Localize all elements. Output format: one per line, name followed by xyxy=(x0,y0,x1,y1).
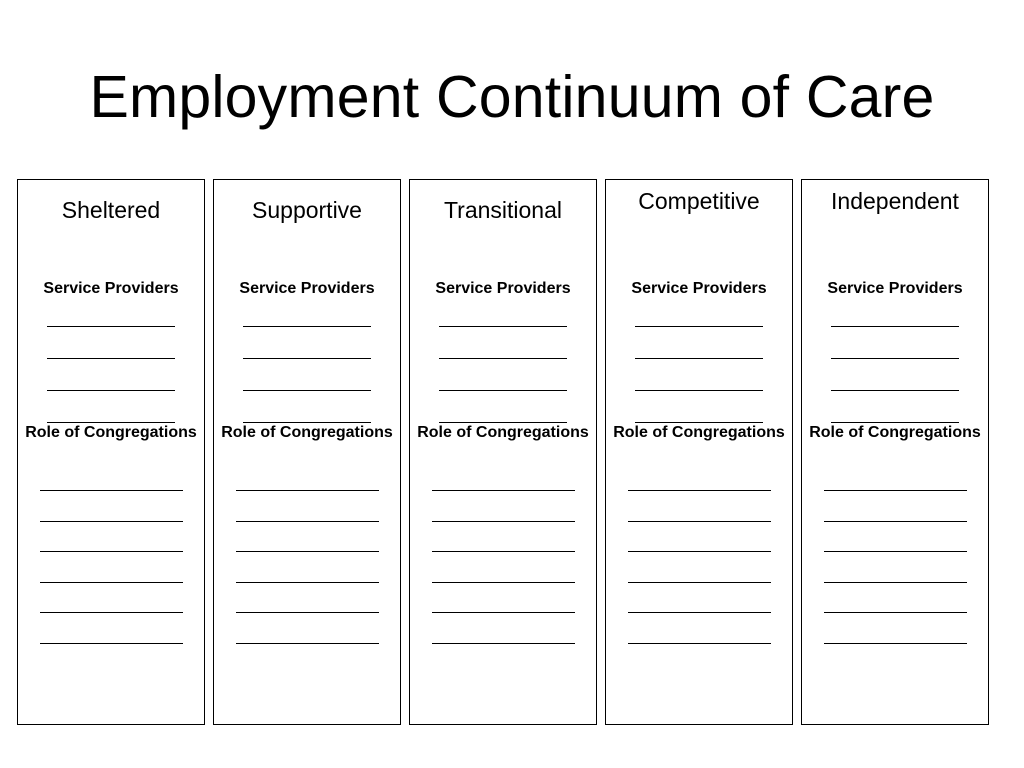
blank-line xyxy=(824,552,967,583)
service-providers-blanks xyxy=(214,310,400,423)
blank-line xyxy=(628,583,771,614)
blank-line xyxy=(243,310,371,327)
blank-line xyxy=(628,522,771,553)
blank-line xyxy=(628,613,771,644)
column-heading: Supportive xyxy=(252,197,362,223)
blank-line xyxy=(824,583,967,614)
blank-line xyxy=(236,583,379,614)
column-heading: Sheltered xyxy=(61,197,161,223)
blank-line xyxy=(831,391,959,423)
blank-line xyxy=(236,552,379,583)
continuum-column-sheltered xyxy=(17,179,205,725)
blank-line xyxy=(40,476,183,491)
blank-line xyxy=(635,310,763,327)
blank-line xyxy=(432,522,575,553)
blank-line xyxy=(243,359,371,391)
blank-line xyxy=(40,583,183,614)
column-heading: Independent xyxy=(831,188,959,214)
continuum-column-supportive xyxy=(213,179,401,725)
blank-line xyxy=(628,552,771,583)
service-providers-label: Service Providers xyxy=(43,280,179,297)
role-of-congregations-label: Role of Congregations xyxy=(417,424,589,441)
blank-line xyxy=(439,359,567,391)
blank-line xyxy=(432,476,575,491)
service-providers-blanks xyxy=(802,310,988,423)
service-providers-blanks xyxy=(410,310,596,423)
service-providers-label: Service Providers xyxy=(435,280,571,297)
blank-line xyxy=(439,310,567,327)
blank-line xyxy=(831,327,959,359)
role-of-congregations-blanks xyxy=(410,476,596,644)
blank-line xyxy=(40,491,183,522)
blank-line xyxy=(824,476,967,491)
blank-line xyxy=(432,613,575,644)
column-heading: Competitive xyxy=(638,188,760,214)
blank-line xyxy=(635,327,763,359)
blank-line xyxy=(47,327,175,359)
blank-line xyxy=(243,391,371,423)
blank-line xyxy=(439,327,567,359)
blank-line xyxy=(47,310,175,327)
blank-line xyxy=(628,476,771,491)
blank-line xyxy=(432,552,575,583)
role-of-congregations-label: Role of Congregations xyxy=(221,424,393,441)
role-of-congregations-blanks xyxy=(606,476,792,644)
continuum-column-competitive xyxy=(605,179,793,725)
blank-line xyxy=(824,491,967,522)
blank-line xyxy=(824,613,967,644)
blank-line xyxy=(40,613,183,644)
blank-line xyxy=(432,583,575,614)
blank-line xyxy=(47,359,175,391)
role-of-congregations-label: Role of Congregations xyxy=(25,424,197,441)
blank-line xyxy=(824,522,967,553)
blank-line xyxy=(236,522,379,553)
blank-line xyxy=(236,491,379,522)
service-providers-blanks xyxy=(18,310,204,423)
continuum-column-transitional xyxy=(409,179,597,725)
role-of-congregations-label: Role of Congregations xyxy=(809,424,981,441)
service-providers-blanks xyxy=(606,310,792,423)
blank-line xyxy=(635,391,763,423)
blank-line xyxy=(432,491,575,522)
role-of-congregations-blanks xyxy=(802,476,988,644)
blank-line xyxy=(243,327,371,359)
blank-line xyxy=(40,522,183,553)
role-of-congregations-blanks xyxy=(214,476,400,644)
blank-line xyxy=(831,310,959,327)
blank-line xyxy=(439,391,567,423)
blank-line xyxy=(40,552,183,583)
role-of-congregations-blanks xyxy=(18,476,204,644)
continuum-column-independent xyxy=(801,179,989,725)
role-of-congregations-label: Role of Congregations xyxy=(613,424,785,441)
page-title: Employment Continuum of Care xyxy=(89,64,935,130)
service-providers-label: Service Providers xyxy=(239,280,375,297)
service-providers-label: Service Providers xyxy=(631,280,767,297)
blank-line xyxy=(47,391,175,423)
blank-line xyxy=(236,613,379,644)
blank-line xyxy=(635,359,763,391)
blank-line xyxy=(236,476,379,491)
blank-line xyxy=(831,359,959,391)
service-providers-label: Service Providers xyxy=(827,280,963,297)
column-heading: Transitional xyxy=(443,197,563,223)
blank-line xyxy=(628,491,771,522)
